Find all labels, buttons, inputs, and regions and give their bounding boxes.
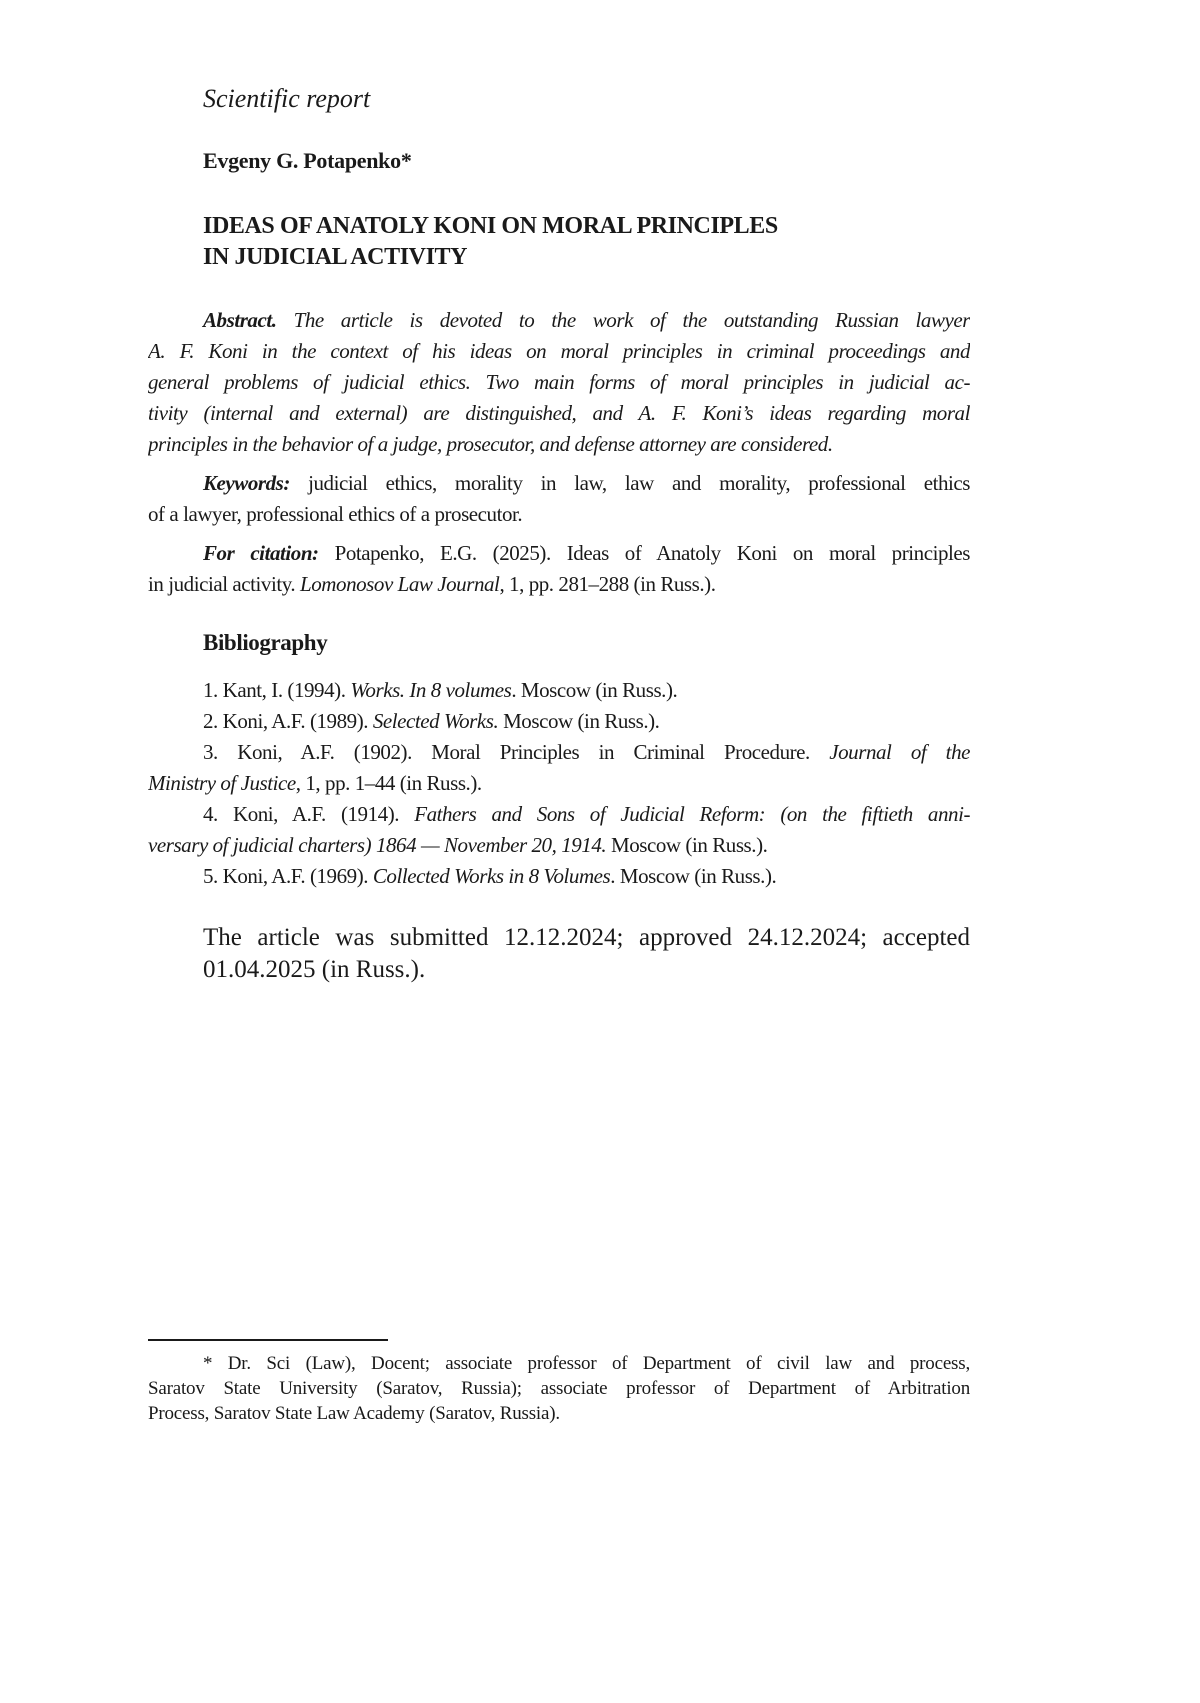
text-run: 1. Kant, I. (1994). — [203, 678, 350, 702]
text-run: Collected Works in 8 Volumes — [373, 864, 610, 888]
citation — [148, 538, 970, 600]
text-line — [148, 429, 970, 460]
text-run: The article is devoted to the work of the outstanding Russian lawyer — [277, 308, 970, 332]
text-run: Works. In 8 volumes — [350, 678, 511, 702]
text-run: 01.04.2025 (in Russ.). — [203, 956, 425, 983]
text-run: , 1, pp. 281–288 (in Russ.). — [499, 572, 715, 596]
text-run: The article was submitted 12.12.2024; approved 24.12.2024; accepted — [203, 924, 970, 951]
text-line — [148, 367, 970, 398]
text-line — [148, 706, 970, 737]
text-run: 4. Koni, A.F. (1914). — [203, 802, 414, 826]
text-run: Moscow (in Russ.). — [498, 709, 659, 733]
text-line — [148, 1376, 970, 1401]
text-run: Journal of the — [829, 740, 970, 764]
text-run: general problems of judicial ethics. Two main forms of moral principles in judicial ac- — [148, 370, 970, 394]
text-run: * Dr. Sci (Law), Docent; associate professor of Department of civil law and process, — [203, 1353, 970, 1374]
text-run: . Moscow (in Russ.). — [610, 864, 776, 888]
text-run: in judicial activity. — [148, 572, 300, 596]
text-line — [148, 305, 970, 336]
article-title — [203, 211, 778, 273]
text-run: Saratov State University (Saratov, Russia); associate professor of Department of Arbitration — [148, 1378, 970, 1399]
text-run: tivity (internal and external) are distinguished, and A. F. Koni’s ideas regarding moral — [148, 401, 970, 425]
run-in-label: Abstract. — [203, 308, 277, 332]
text-run: Selected Works. — [373, 709, 498, 733]
text-run: 3. Koni, A.F. (1902). Moral Principles in Criminal Procedure. — [203, 740, 829, 764]
text-line — [148, 499, 970, 530]
text-run: . Moscow (in Russ.). — [511, 678, 677, 702]
run-in-label: For citation: — [203, 541, 319, 565]
text-line — [148, 336, 970, 367]
text-run: Process, Saratov State Law Academy (Saratov, Russia). — [148, 1403, 560, 1424]
text-line — [148, 569, 970, 600]
text-run: judicial ethics, morality in law, law and morality, professional ethics — [290, 471, 970, 495]
text-run: 5. Koni, A.F. (1969). — [203, 864, 373, 888]
text-run: of a lawyer, professional ethics of a prosecutor. — [148, 502, 522, 526]
text-line — [148, 468, 970, 499]
bibliography-heading: Bibliography — [203, 630, 327, 656]
author-name: Evgeny G. Potapenko* — [203, 148, 412, 174]
text-line — [148, 675, 970, 706]
text-run: principles in the behavior of a judge, prosecutor, and defense attorney are considered. — [148, 432, 833, 456]
text-line — [148, 799, 970, 830]
title-line: IN JUDICIAL ACTIVITY — [203, 242, 778, 273]
text-line — [148, 538, 970, 569]
text-line — [148, 737, 970, 768]
run-in-label: Keywords: — [203, 471, 290, 495]
footnote-divider — [148, 1339, 388, 1341]
text-run: versary of judicial charters) 1864 — November 20, 1914. — [148, 833, 606, 857]
text-line — [148, 768, 970, 799]
submission-dates — [203, 922, 970, 986]
text-line — [148, 861, 970, 892]
text-line — [148, 1401, 970, 1426]
text-line — [148, 830, 970, 861]
text-line — [203, 922, 970, 954]
text-run: Potapenko, E.G. (2025). Ideas of Anatoly Koni on moral principles — [319, 541, 970, 565]
text-run: Lomonosov Law Journal — [300, 572, 499, 596]
author-footnote — [148, 1351, 970, 1426]
title-line: IDEAS OF ANATOLY KONI ON MORAL PRINCIPLES — [203, 211, 778, 242]
text-line — [148, 398, 970, 429]
text-run: A. F. Koni in the context of his ideas on moral principles in criminal proceedings and — [148, 339, 970, 363]
abstract — [148, 305, 970, 460]
text-run: Moscow (in Russ.). — [606, 833, 767, 857]
text-run: 2. Koni, A.F. (1989). — [203, 709, 373, 733]
text-run: Fathers and Sons of Judicial Reform: (on the fiftieth anni- — [414, 802, 970, 826]
article-type-label: Scientific report — [203, 84, 370, 114]
text-run: , 1, pp. 1–44 (in Russ.). — [296, 771, 482, 795]
text-run: Ministry of Justice — [148, 771, 296, 795]
text-line — [203, 954, 970, 986]
text-line — [148, 1351, 970, 1376]
keywords — [148, 468, 970, 530]
bibliography-list — [148, 675, 970, 892]
